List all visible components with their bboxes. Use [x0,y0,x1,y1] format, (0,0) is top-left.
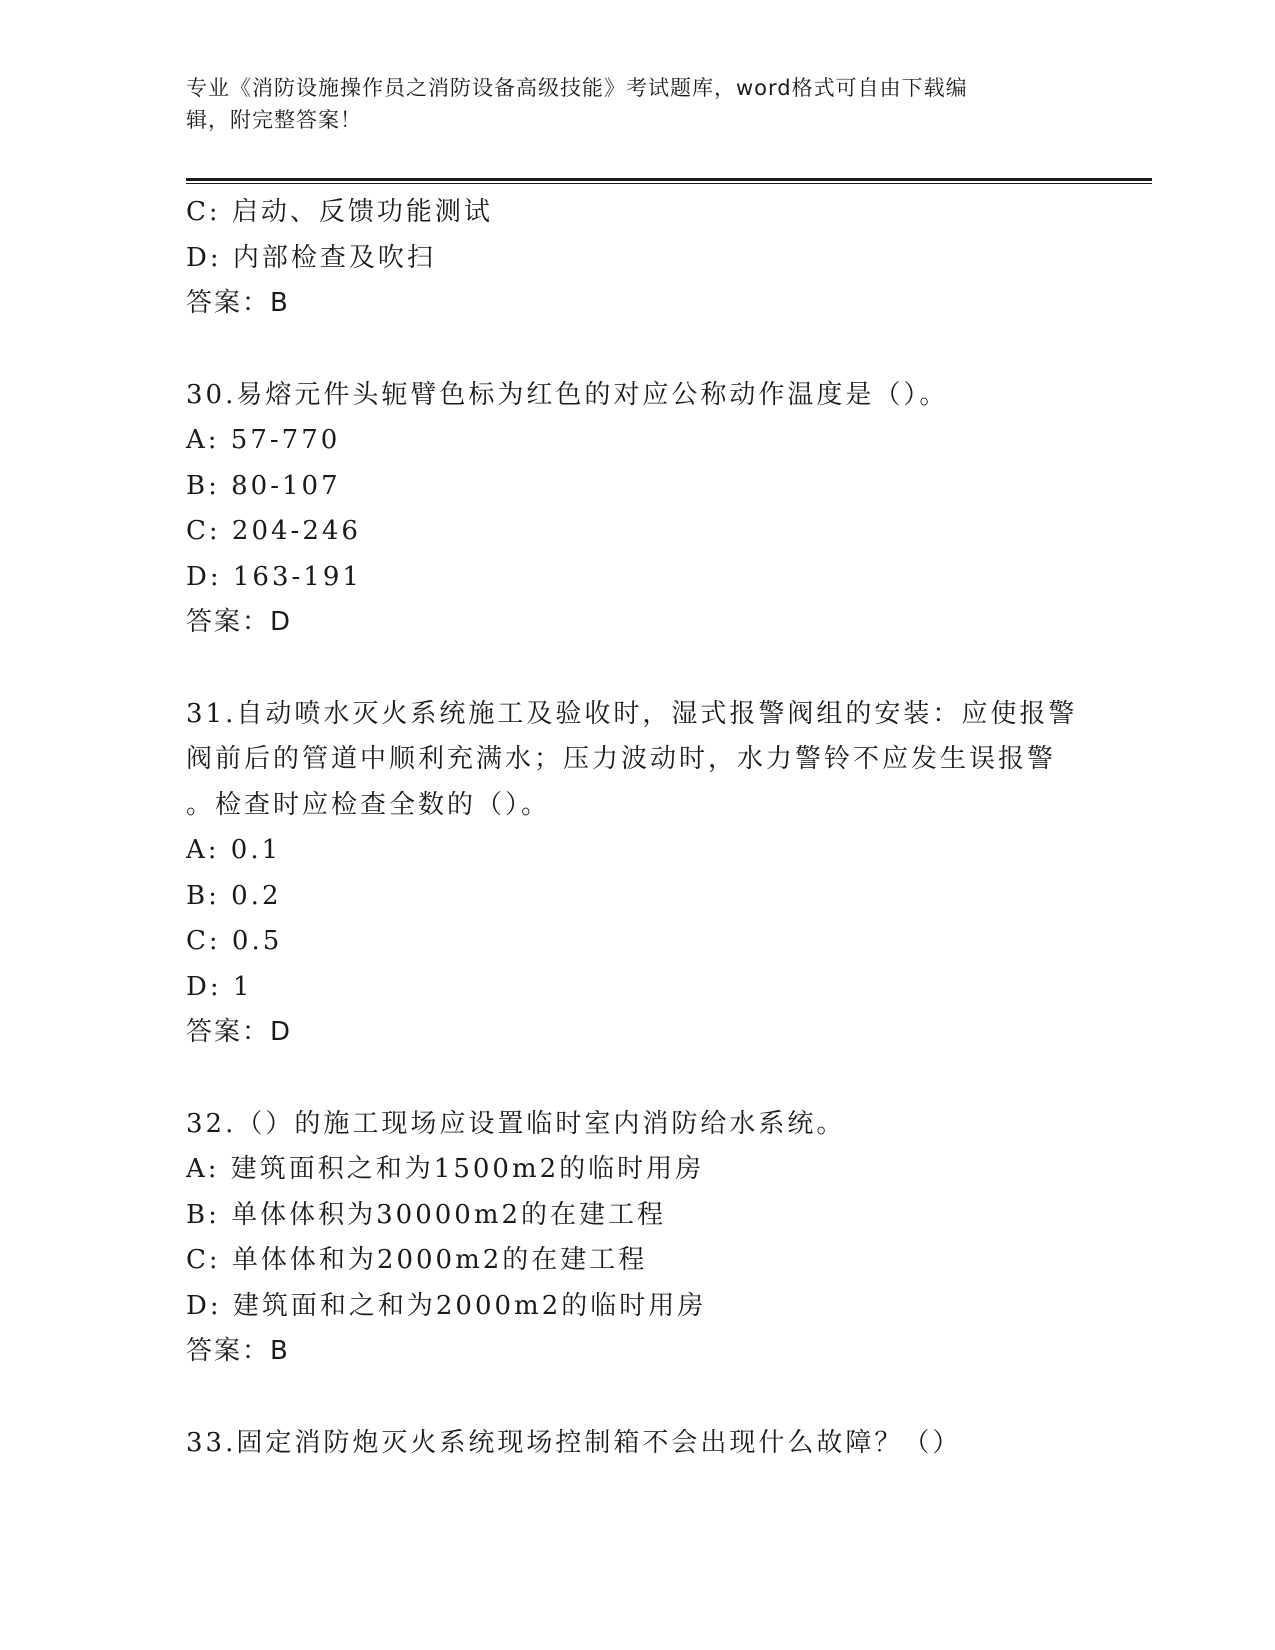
option-b: B: 80-107 [186,470,341,501]
option-b: B: 0.2 [186,880,282,911]
question-text-line-1: 31.自动喷水灭火系统施工及验收时，湿式报警阀组的安装：应使报警 [186,698,1078,729]
spacer [186,1375,1086,1421]
question-29-tail [186,190,1086,327]
question-31 [186,692,1086,1056]
option-c: C: 启动、反馈功能测试 [186,197,493,227]
question-33 [186,1421,1086,1467]
option-c: C: 204-246 [186,516,361,546]
header-line-1: 专业《消防设施操作员之消防设备高级技能》考试题库，word格式可自由下载编 [186,76,968,100]
option-d: D: 1 [186,971,253,1002]
question-text-line-3: 。检查时应检查全数的（）。 [186,789,551,820]
answer-line: 答案：B [186,1336,290,1366]
answer-line: 答案：D [186,1017,293,1047]
answer-line: 答案：D [186,607,293,637]
option-d: D: 163-191 [186,561,362,592]
header-divider-thick [186,178,1152,181]
document-header [186,72,1066,136]
option-a: A: 0.1 [186,835,282,865]
option-c: C: 0.5 [186,926,283,956]
option-b: B: 单体体积为30000m2的在建工程 [186,1199,667,1230]
answer-line: 答案：B [186,288,290,318]
header-divider-thin [186,183,1152,184]
option-d: D: 建筑面和之和为2000m2的临时用房 [186,1290,707,1321]
header-line-2: 辑，附完整答案！ [186,108,362,132]
question-list [186,190,1086,1466]
question-text: 30.易熔元件头轭臂色标为红色的对应公称动作温度是（）。 [186,379,949,410]
option-c: C: 单体体和为2000m2的在建工程 [186,1245,648,1275]
option-a: A: 57-770 [186,425,341,455]
question-32 [186,1102,1086,1375]
question-text: 32.（）的施工现场应设置临时室内消防给水系统。 [186,1108,846,1139]
option-a: A: 建筑面积之和为1500m2的临时用房 [186,1154,705,1184]
question-text: 33.固定消防炮灭火系统现场控制箱不会出现什么故障？（） [186,1427,962,1458]
spacer [186,1056,1086,1102]
option-d: D: 内部检查及吹扫 [186,242,436,273]
question-text-line-2: 阀前后的管道中顺利充满水；压力波动时，水力警铃不应发生误报警 [186,744,1057,774]
spacer [186,327,1086,373]
question-30 [186,373,1086,646]
spacer [186,646,1086,692]
